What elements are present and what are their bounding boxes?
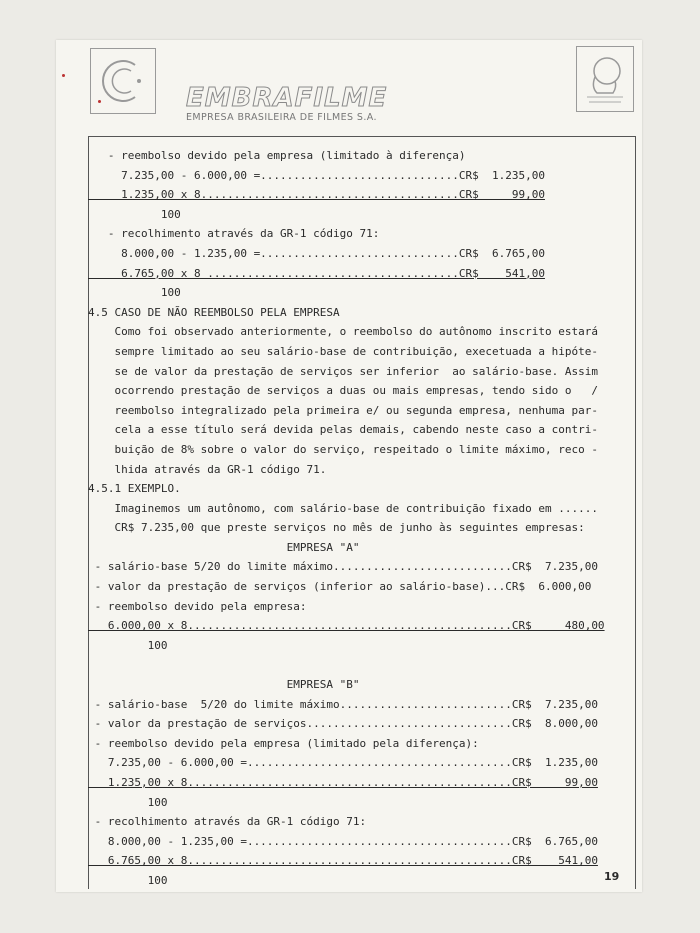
underlined-calculation: 6.765,00 x 8 ......................................CR$ 541,00 [88,266,545,280]
text-line: reembolso integralizado pela primeira e/ ou segunda empresa, nenhuma par- [88,403,598,417]
page-number: 19 [604,870,620,883]
text-line: cela a esse título será devida pelas demais, cabendo neste caso a contri- [88,423,598,437]
text-line: sempre limitado ao seu salário-base de contribuição, execetuada a hipóte- [88,344,598,358]
text-line: 7.235,00 - 6.000,00 =..............................CR$ 1.235,00 [88,168,545,182]
text-line: 8.000,00 - 1.235,00 =..............................CR$ 6.765,00 [88,246,545,260]
brand-subtitle: EMPRESA BRASILEIRA DE FILMES S.A. [186,112,377,123]
text-line: Como foi observado anteriormente, o reembolso do autônomo inscrito estará [88,325,598,339]
text-line: se de valor da prestação de serviços ser inferior ao salário-base. Assim [88,364,598,378]
text-line: ocorrendo prestação de serviços a duas ou mais empresas, tendo sido o / [88,384,598,398]
underlined-calculation: 1.235,00 x 8.......................................CR$ 99,00 [88,188,545,202]
text-line [88,851,608,871]
text-line: 4.5 CASO DE NÃO REEMBOLSO PELA EMPRESA [88,305,340,319]
margin-mark [62,74,65,77]
text-line: - valor da prestação de serviços (inferior ao salário-base)...CR$ 6.000,00 [88,580,592,594]
profile-head-seal-icon [576,46,634,112]
text-line: CR$ 7.235,00 que preste serviços no mês de junho às seguintes empresas: [88,521,585,535]
text-line [88,185,608,205]
embrafilme-emblem-icon [90,48,156,114]
text-line [88,655,608,675]
text-line: EMPRESA "B" [88,678,360,692]
text-line: - salário-base 5/20 do limite máximo..........................CR$ 7.235,00 [88,697,598,711]
text-line: - reembolso devido pela empresa: [88,599,307,613]
text-line: lhida através da GR-1 código 71. [88,462,327,476]
text-line: 7.235,00 - 6.000,00 =........................................CR$ 1.235,00 [88,756,598,770]
text-line: 100 [88,873,168,887]
text-line: Imaginemos um autônomo, com salário-base de contribuição fixado em ...... [88,501,598,515]
brand-name: EMBRAFILME [186,83,388,113]
text-line [88,773,608,793]
margin-mark [98,100,101,103]
underlined-calculation: 1.235,00 x 8.................................................CR$ 99,00 [88,776,598,789]
text-line: - valor da prestação de serviços...............................CR$ 8.000,00 [88,717,598,731]
text-line: - recolhimento através da GR-1 código 71: [88,227,380,241]
text-line: - recolhimento através da GR-1 código 71: [88,815,367,829]
text-line: EMPRESA "A" [88,540,360,554]
text-line: 8.000,00 - 1.235,00 =........................................CR$ 6.765,00 [88,834,598,848]
document-body [88,146,608,891]
text-line: 100 [88,286,181,300]
text-line: 4.5.1 EXEMPLO. [88,482,181,496]
text-line: - reembolso devido pela empresa (limitado pela diferença): [88,736,479,750]
brand [186,84,387,123]
text-line: buição de 8% sobre o valor do serviço, respeitado o limite máximo, reco - [88,442,598,456]
text-line: 100 [88,638,168,652]
underlined-calculation: 6.000,00 x 8.................................................CR$ 480,00 [88,619,605,633]
text-line: - salário-base 5/20 do limite máximo...........................CR$ 7.235,00 [88,560,598,574]
text-line [88,616,608,636]
text-line: - reembolso devido pela empresa (limitado à diferença) [88,149,466,162]
text-line [88,264,608,284]
underlined-calculation: 6.765,00 x 8.................................................CR$ 541,00 [88,854,598,868]
text-line: 100 [88,207,181,221]
text-line: 100 [88,795,168,809]
